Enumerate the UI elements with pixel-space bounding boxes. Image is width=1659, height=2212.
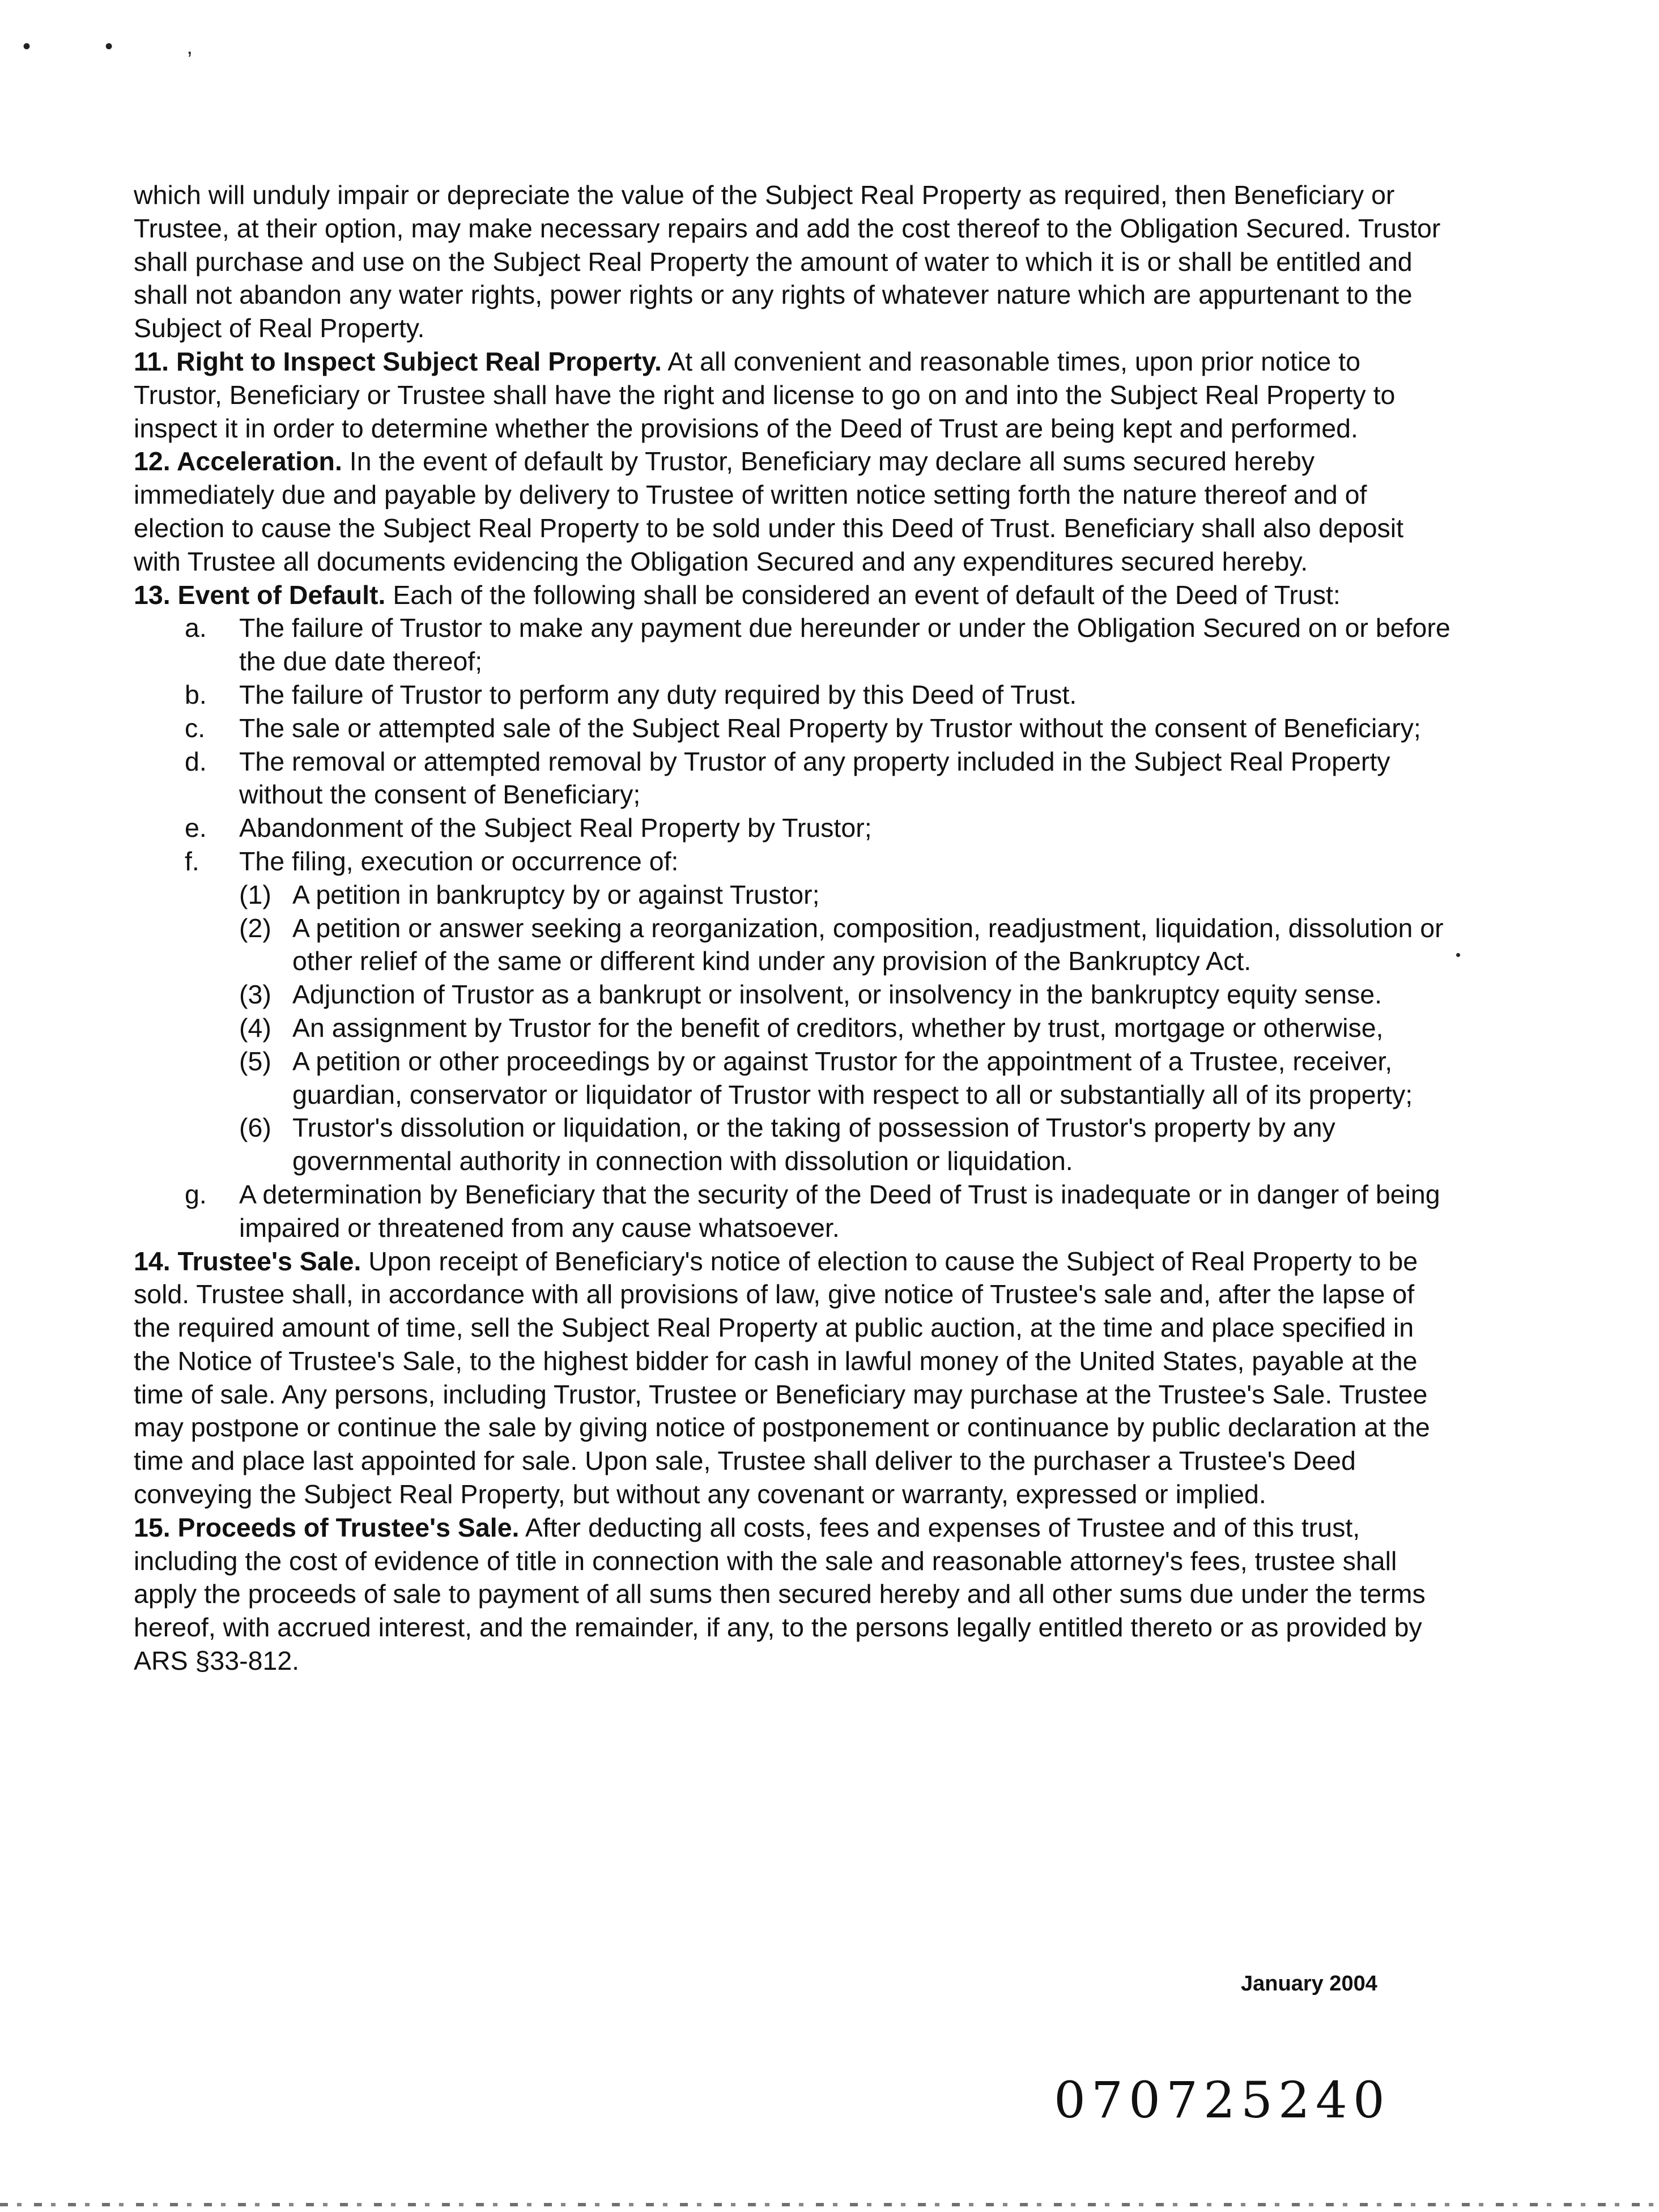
item-text: The filing, execution or occurrence of: bbox=[239, 846, 679, 876]
default-item-c bbox=[134, 712, 1454, 745]
default-item-d bbox=[134, 745, 1454, 812]
item-marker: e. bbox=[185, 813, 207, 843]
f-subitem-1 bbox=[134, 878, 1454, 912]
subitem-marker: (4) bbox=[239, 1013, 271, 1043]
document-body bbox=[134, 178, 1454, 1678]
subitem-marker: (2) bbox=[239, 913, 271, 943]
item-marker: f. bbox=[185, 846, 199, 876]
subitem-text: Adjunction of Trustor as a bankrupt or insolvent, or insolvency in the bankruptcy equity sense. bbox=[292, 980, 1382, 1010]
section-15-heading: 15. Proceeds of Trustee's Sale. bbox=[134, 1512, 520, 1542]
subitem-marker: (6) bbox=[239, 1113, 271, 1143]
item-text: The failure of Trustor to make any payment due hereunder or under the Obligation Secured on or before the due date thereof; bbox=[239, 613, 1450, 677]
subitem-marker: (3) bbox=[239, 980, 271, 1010]
item-text: The sale or attempted sale of the Subject Real Property by Trustor without the consent of Beneficiary; bbox=[239, 713, 1421, 743]
subitem-text: Trustor's dissolution or liquidation, or the taking of possession of Trustor's property by any governmental authority in connection with dissolution or liquidation. bbox=[292, 1113, 1335, 1176]
subitem-marker: (1) bbox=[239, 879, 271, 909]
subitem-text: A petition or other proceedings by or against Trustor for the appointment of a Trustee, receiver, guardian, conservator or liquidator of Trustor with respect to all or substantially all of its property; bbox=[292, 1046, 1413, 1109]
section-14-heading: 14. Trustee's Sale. bbox=[134, 1246, 361, 1276]
scan-dot bbox=[1456, 953, 1460, 957]
section-11 bbox=[134, 345, 1454, 445]
scan-specks: • • ‚ bbox=[23, 34, 227, 59]
f-subitem-2 bbox=[134, 912, 1454, 979]
default-item-f bbox=[134, 845, 1454, 878]
f-subitem-6 bbox=[134, 1111, 1454, 1178]
section-11-heading: 11. Right to Inspect Subject Real Property. bbox=[134, 346, 662, 376]
default-item-e bbox=[134, 811, 1454, 845]
f-subitem-3 bbox=[134, 978, 1454, 1011]
item-marker: b. bbox=[185, 679, 207, 709]
section-15-text: After deducting all costs, fees and expenses of Trustee and of this trust, including the cost of evidence of title in connection with the sale and reasonable attorney's fees, trustee shall apply the proceeds of sale to payment of all sums then secured hereby and all other sums due under the terms hereof, with accrued interest, and the remainder, if any, to the persons legally entitled thereto or as provided by ARS §33-812. bbox=[134, 1512, 1426, 1676]
item-text: The removal or attempted removal by Trustor of any property included in the Subject Real Property without the consent of Beneficiary; bbox=[239, 746, 1390, 810]
item-marker: a. bbox=[185, 613, 207, 643]
section-13-heading: 13. Event of Default. bbox=[134, 580, 386, 610]
default-item-g bbox=[134, 1178, 1454, 1245]
section-13-text: Each of the following shall be considered an event of default of the Deed of Trust: bbox=[385, 580, 1341, 610]
document-number: 070725240 bbox=[1054, 2071, 1390, 2129]
default-item-a bbox=[134, 611, 1454, 678]
section-15 bbox=[134, 1511, 1454, 1678]
subitem-text: A petition in bankruptcy by or against Trustor; bbox=[292, 879, 820, 909]
f-subitem-4 bbox=[134, 1011, 1454, 1045]
section-13 bbox=[134, 578, 1454, 612]
item-marker: c. bbox=[185, 713, 206, 743]
section-14 bbox=[134, 1245, 1454, 1511]
f-subitem-5 bbox=[134, 1045, 1454, 1112]
subitem-marker: (5) bbox=[239, 1046, 271, 1076]
section-14-text: Upon receipt of Beneficiary's notice of election to cause the Subject of Real Property to be sold. Trustee shall, in accordance with all provisions of law, give notice of Trustee's sale and, after the lapse of the required amount of time, sell the Subject Real Property at public auction, at the time and place specified in the Notice of Trustee's Sale, to the highest bidder for cash in lawful money of the United States, payable at the time of sale. Any persons, including Trustor, Trustee or Beneficiary may purchase at the Trustee's Sale. Trustee may postpone or continue the sale by giving notice of postponement or continuance by public declaration at the time and place last appointed for sale. Upon sale, Trustee shall deliver to the purchaser a Trustee's Deed conveying the Subject Real Property, but without any covenant or warranty, expressed or implied. bbox=[134, 1246, 1430, 1509]
section-11-text: At all convenient and reasonable times, upon prior notice to Trustor, Beneficiary or Trustee shall have the right and license to go on and into the Subject Real Property to inspect it in order to determine whether the provisions of the Deed of Trust are being kept and performed. bbox=[134, 346, 1396, 443]
default-item-b bbox=[134, 678, 1454, 712]
intro-paragraph: which will unduly impair or depreciate the value of the Subject Real Property as required, then Beneficiary or Trustee, at their option, may make necessary repairs and add the cost thereof to the Obligation Secured. Trustor shall purchase and use on the Subject Real Property the amount of water to which it is or shall be entitled and shall not abandon any water rights, power rights or any rights of whatever nature which are appurtenant to the Subject of Real Property. bbox=[134, 180, 1441, 343]
section-12-heading: 12. Acceleration. bbox=[134, 446, 342, 477]
item-marker: d. bbox=[185, 746, 207, 776]
item-marker: g. bbox=[185, 1179, 207, 1209]
item-text: Abandonment of the Subject Real Property by Trustor; bbox=[239, 813, 872, 843]
document-date: January 2004 bbox=[1241, 1972, 1377, 1996]
scan-artifact-line bbox=[0, 2203, 1659, 2206]
subitem-text: An assignment by Trustor for the benefit of creditors, whether by trust, mortgage or otherwise, bbox=[292, 1013, 1384, 1043]
section-12 bbox=[134, 445, 1454, 578]
item-text: A determination by Beneficiary that the security of the Deed of Trust is inadequate or in danger of being impaired or threatened from any cause whatsoever. bbox=[239, 1179, 1440, 1243]
section-12-text: In the event of default by Trustor, Beneficiary may declare all sums secured hereby immediately due and payable by delivery to Trustee of written notice setting forth the nature thereof and of election to cause the Subject Real Property to be sold under this Deed of Trust. Beneficiary shall also deposit with Trustee all documents evidencing the Obligation Secured and any expenditures secured hereby. bbox=[134, 446, 1404, 576]
item-text: The failure of Trustor to perform any duty required by this Deed of Trust. bbox=[239, 679, 1077, 709]
subitem-text: A petition or answer seeking a reorganization, composition, readjustment, liquidation, dissolution or other relief of the same or different kind under any provision of the Bankruptcy Act. bbox=[292, 913, 1444, 976]
